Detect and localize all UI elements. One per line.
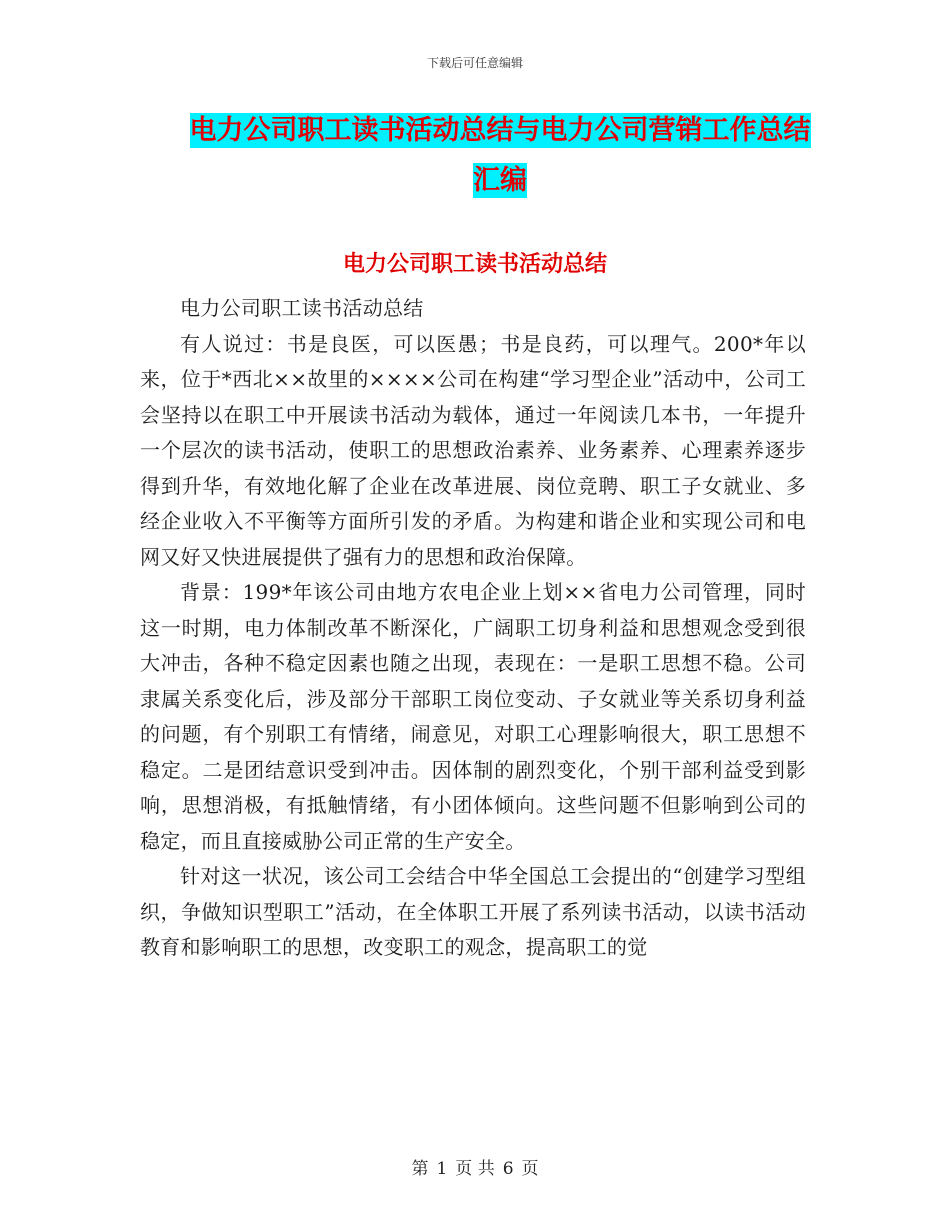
section-title: 电力公司职工读书活动总结 [342,252,607,277]
footer-suffix: 页 [521,1159,539,1179]
page-header-note: 下载后可任意编辑 [426,56,523,70]
paragraph: 有人说过：书是良医，可以医愚；书是良药，可以理气。200*年以来，位于*西北××故里的××××公司在构建“学习型企业”活动中，公司工会坚持以在职工中开展读书活动为载体，通过一年阅读几本书，一年提升一个层次的读书活动，使职工的思想政治素养、业务素养、心理素养逐步得到升华，有效地化解了企业在改革进展、岗位竞聘、职工子女就业、多经企业收入不平衡等方面所引发的矛盾。为构建和谐企业和实现公司和电网又好又快进展提供了强有力的思想和政治保障。 [140,331,806,569]
page-footer [0,1154,950,1179]
document-title [120,106,880,206]
paragraph: 背景：199*年该公司由地方农电企业上划××省电力公司管理，同时这一时期，电力体制改革不断深化，广阔职工切身利益和思想观念受到很大冲击，各种不稳定因素也随之出现，表现在：一是职工思想不稳。公司隶属关系变化后，涉及部分干部职工岗位变动、子女就业等关系切身利益的问题，有个别职工有情绪，闹意见，对职工心理影响很大，职工思想不稳定。二是团结意识受到冲击。因体制的剧烈变化，个别干部利益受到影响，思想消极，有抵触情绪，有小团体倾向。这些问题不但影响到公司的稳定，而且直接威胁公司正常的生产安全。 [140,580,806,853]
paragraph: 电力公司职工读书活动总结 [180,296,424,320]
footer-total-pages: 6 [502,1159,514,1179]
footer-middle: 页 共 [455,1159,495,1179]
document-title-line2: 汇编 [473,165,527,196]
document-title-line1: 电力公司职工读书活动总结与电力公司营销工作总结 [189,115,811,146]
footer-prefix: 第 [411,1159,429,1179]
paragraph: 针对这一状况，该公司工会结合中华全国总工会提出的“创建学习型组织，争做知识型职工”活动，在全体职工开展了系列读书活动，以读书活动教育和影响职工的思想，改变职工的观念，提高职工的觉 [140,864,806,959]
footer-page-number: 1 [436,1159,448,1179]
document-body [140,291,806,966]
